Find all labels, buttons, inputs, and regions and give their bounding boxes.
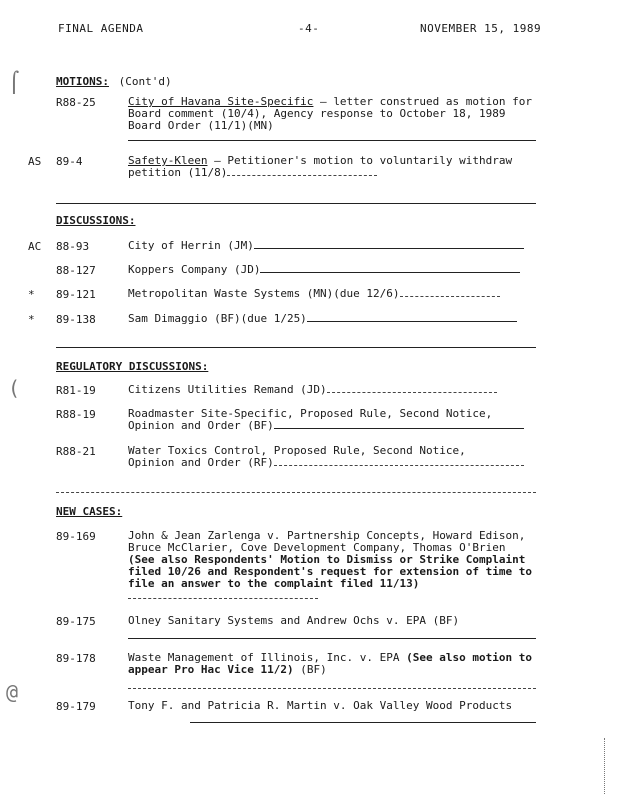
section-heading-suffix: (Cont'd) bbox=[118, 75, 172, 88]
case-number: 88-93 bbox=[56, 240, 90, 253]
discussion-item bbox=[128, 240, 536, 252]
item-text: Opinion and Order (RF) bbox=[128, 456, 274, 469]
signature-line bbox=[190, 722, 536, 723]
margin-mark: ( bbox=[8, 376, 21, 400]
case-title: City of Havana Site-Specific bbox=[128, 95, 314, 108]
new-case-item bbox=[128, 652, 536, 676]
case-description: letter construed as motion for Board comment (10/4), Agency response to October 18, 1989 Board Order (11/1)(MN) bbox=[128, 95, 532, 132]
regulatory-item bbox=[128, 408, 536, 432]
item-text: Water Toxics Control, Proposed Rule, Second Notice, bbox=[128, 444, 466, 457]
margin-mark: @ bbox=[6, 680, 19, 704]
header-left: FINAL AGENDA bbox=[58, 22, 144, 35]
header-date: NOVEMBER 15, 1989 bbox=[420, 22, 542, 35]
case-number: R81-19 bbox=[56, 384, 96, 397]
discussion-item bbox=[128, 313, 536, 325]
section-heading: REGULATORY DISCUSSIONS: bbox=[56, 360, 209, 373]
case-description: Petitioner's motion to voluntarily withdraw petition (11/8) bbox=[128, 154, 513, 179]
section-heading: DISCUSSIONS: bbox=[56, 214, 136, 227]
item-text: Opinion and Order (BF) bbox=[128, 419, 274, 432]
item-text: Koppers Company (JD) bbox=[128, 263, 261, 276]
item-text: John & Jean Zarlenga v. Partnership Concepts, Howard Edison, Bruce McClarier, Cove Development Company, Thomas O'Brien bbox=[128, 529, 526, 554]
motion-item-text: Safety-Kleen – Petitioner's motion to voluntarily withdraw petition (11/8) bbox=[128, 154, 513, 179]
section-heading: NEW CASES: bbox=[56, 505, 123, 518]
case-number: 89-178 bbox=[56, 652, 96, 665]
new-case-item bbox=[128, 615, 536, 627]
item-text: City of Herrin (JM) bbox=[128, 239, 254, 252]
item-text: Roadmaster Site-Specific, Proposed Rule, Second Notice, bbox=[128, 407, 493, 420]
margin-mark: ⌠ bbox=[8, 70, 21, 94]
section-divider bbox=[56, 347, 536, 348]
item-note: (See also Respondents' Motion to Dismiss or Strike Complaint filed 10/26 and Respondent's request for extension of time to file an answer to the complaint filed 11/13) bbox=[128, 553, 532, 590]
margin-marker: AS bbox=[28, 155, 42, 168]
signature-line bbox=[128, 140, 536, 141]
case-number: 89-138 bbox=[56, 313, 96, 326]
case-title: Safety-Kleen bbox=[128, 154, 208, 167]
regulatory-item bbox=[128, 445, 536, 469]
section-divider bbox=[56, 492, 536, 493]
margin-marker: AC bbox=[28, 240, 42, 253]
case-number: 89-169 bbox=[56, 530, 96, 543]
case-number: R88-21 bbox=[56, 445, 96, 458]
case-number: 89-175 bbox=[56, 615, 96, 628]
discussion-item bbox=[128, 288, 536, 300]
item-text: Sam Dimaggio (BF)(due 1/25) bbox=[128, 312, 307, 325]
discussion-item bbox=[128, 264, 536, 276]
case-number: 89-121 bbox=[56, 288, 96, 301]
new-case-item bbox=[128, 530, 536, 602]
new-case-item bbox=[128, 700, 536, 712]
regulatory-item bbox=[128, 384, 536, 396]
item-text: (BF) bbox=[300, 663, 327, 676]
case-number: 88-127 bbox=[56, 264, 96, 277]
motion-item-text: City of Havana Site-Specific – letter construed as motion for Board comment (10/4), Agency response to October 18, 1989 Board Order (11/1)(MN) bbox=[128, 95, 532, 132]
signature-line bbox=[128, 688, 536, 689]
signature-line bbox=[128, 638, 536, 639]
margin-marker: * bbox=[28, 288, 35, 301]
margin-tick bbox=[604, 738, 605, 794]
case-number: R88-19 bbox=[56, 408, 96, 421]
case-number: 89-4 bbox=[56, 155, 83, 168]
margin-marker: * bbox=[28, 313, 35, 326]
item-text: Metropolitan Waste Systems (MN)(due 12/6) bbox=[128, 287, 400, 300]
header-page-number: -4- bbox=[298, 22, 320, 35]
item-text: Olney Sanitary Systems and Andrew Ochs v. EPA (BF) bbox=[128, 614, 460, 627]
item-text: Tony F. and Patricia R. Martin v. Oak Valley Wood Products bbox=[128, 699, 513, 712]
section-motions bbox=[56, 70, 172, 89]
item-text: Waste Management of Illinois, Inc. v. EPA bbox=[128, 651, 400, 664]
case-number: 89-179 bbox=[56, 700, 96, 713]
item-text: Citizens Utilities Remand (JD) bbox=[128, 383, 327, 396]
case-number: R88-25 bbox=[56, 96, 96, 109]
section-divider bbox=[56, 203, 536, 204]
section-heading: MOTIONS: bbox=[56, 75, 109, 88]
item-note: (See also motion to appear Pro Hac Vice 11/2) bbox=[128, 651, 532, 676]
